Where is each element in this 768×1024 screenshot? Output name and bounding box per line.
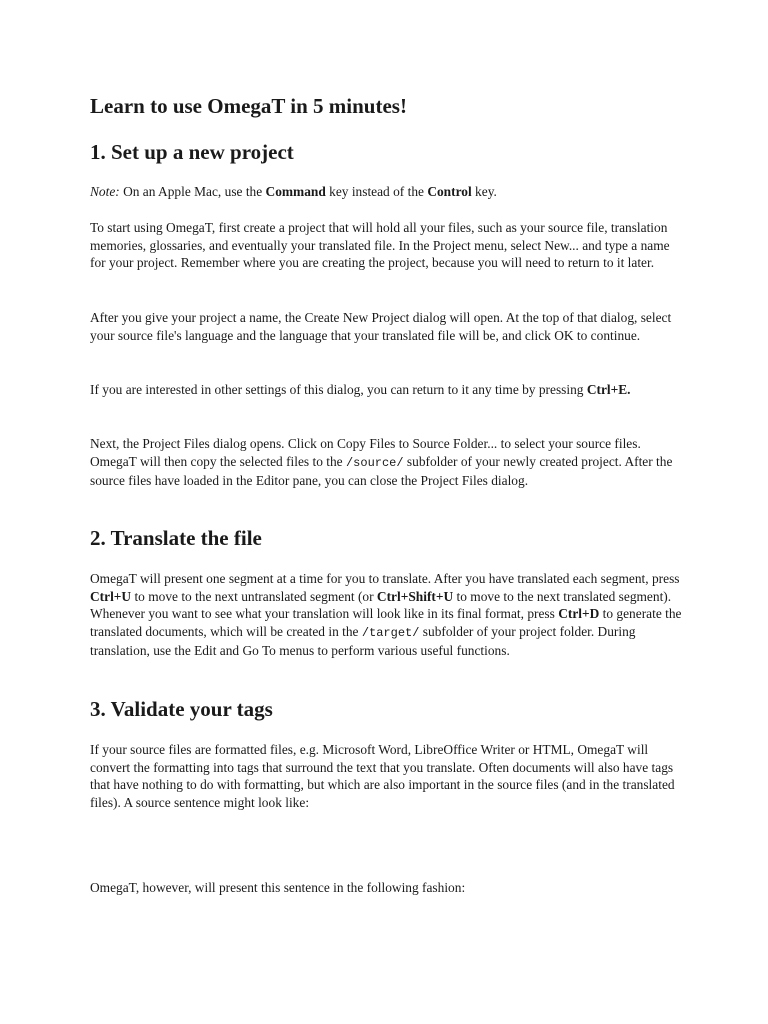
setup-paragraph-3: If you are interested in other settings of this dialog, you can return to it any time by pressing Ctrl+E.: [90, 382, 631, 397]
ctrl-shift-u-key: Ctrl+Shift+U: [376, 588, 454, 604]
source-folder-code: /source/: [345, 455, 404, 470]
section-heading-translate: 2. Translate the file: [90, 526, 262, 550]
validate-paragraph-2: OmegaT, however, will present this sentence in the following fashion:: [90, 880, 466, 895]
setup-paragraph-4: Next, the Project Files dialog opens. Click on Copy Files to Source Folder... to select your source files. OmegaT will then copy the selected files to the /source/ subfolder of your newly created project. After the source files have loaded in the Editor pane, you can close the Project Files dialog.: [90, 436, 673, 489]
note-label: Note:: [90, 184, 120, 199]
command-key: Command: [265, 184, 326, 199]
ctrl-u-key: Ctrl+U: [90, 588, 132, 604]
validate-paragraph-1: If your source files are formatted files, e.g. Microsoft Word, LibreOffice Writer or HTML, OmegaT will convert the formatting into tags that surround the text that you translate. Often documents will also have tags that have nothing to do with formatting, but which are also important in the source files (and in the translated files). A source sentence might look like:: [90, 742, 675, 810]
setup-paragraph-1: To start using OmegaT, first create a project that will hold all your files, such as your source file, translation memories, glossaries, and eventually your translated file. In the Project menu, select New... and type a name for your project. Remember where you are creating the project, because you will need to return to it later.: [90, 220, 670, 271]
setup-paragraph-2: After you give your project a name, the Create New Project dialog will open. At the top of that dialog, select your source file's language and the language that your translated file will be, and click OK to continue.: [90, 310, 672, 343]
note-paragraph: Note: On an Apple Mac, use the Command key instead of the Control key.: [90, 184, 497, 199]
section-heading-validate: 3. Validate your tags: [90, 697, 273, 721]
section-heading-setup: 1. Set up a new project: [90, 140, 294, 164]
target-folder-code: /target/: [361, 625, 420, 640]
control-key: Control: [427, 184, 472, 199]
ctrl-d-key: Ctrl+D: [558, 606, 600, 622]
page-title: Learn to use OmegaT in 5 minutes!: [90, 94, 407, 118]
translate-paragraph: OmegaT will present one segment at a time for you to translate. After you have translated each segment, press Ctrl+U to move to the next untranslated segment (or Ctrl+Shift+U to move to the next translated segment). Whenever you want to see what your translation will look like in its final format, press Ctrl+D to generate the translated documents, which will be created in the /target/ subfolder of your project folder. During translation, use the Edit and Go To menus to perform various useful functions.: [90, 571, 682, 659]
ctrl-e-key: Ctrl+E.: [586, 382, 631, 397]
